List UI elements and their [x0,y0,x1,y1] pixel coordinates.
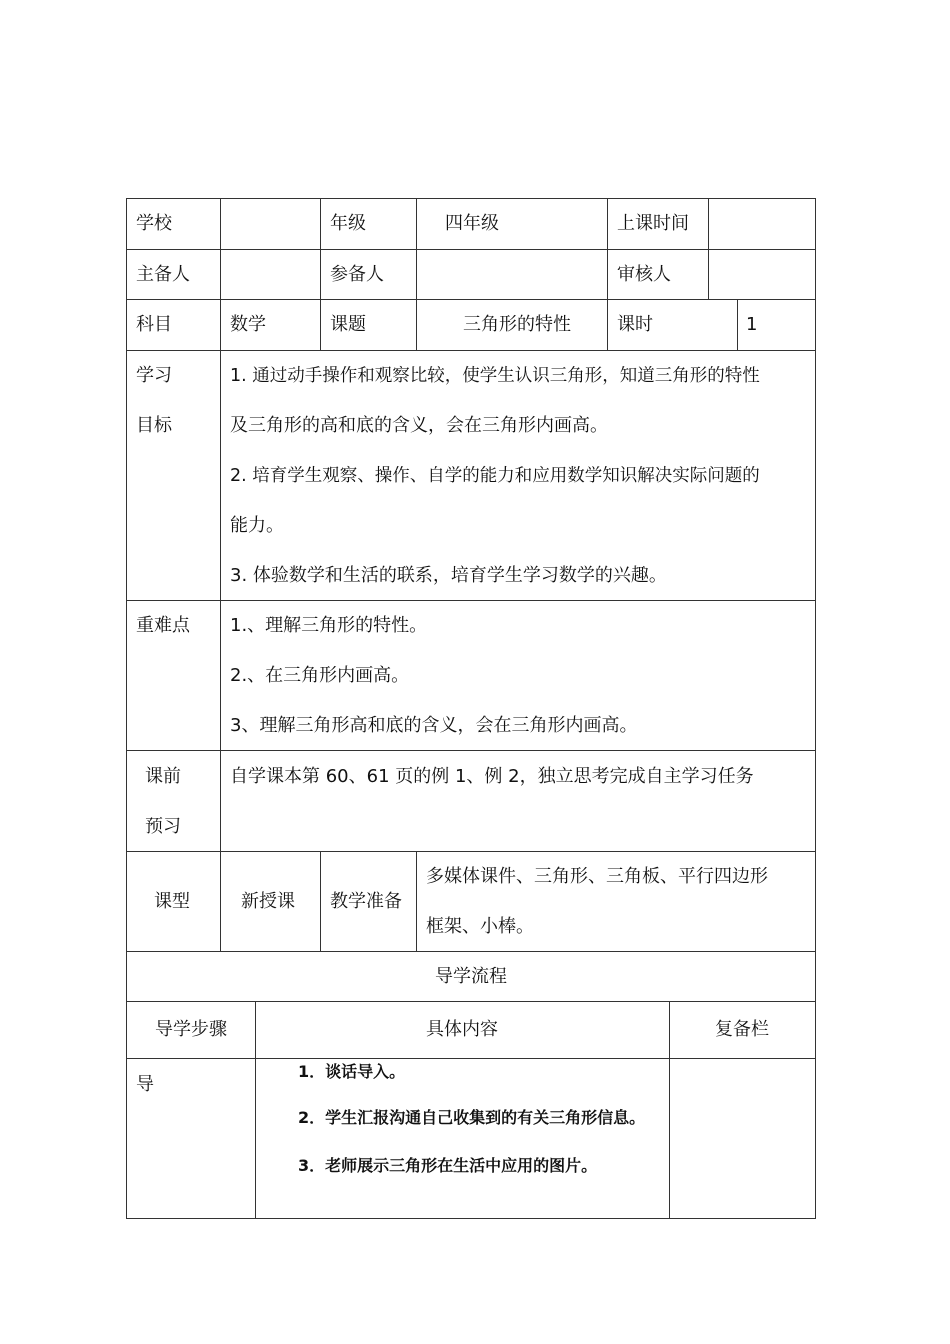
row-divider [126,600,816,601]
objectives-label-line1: 学习 [136,365,172,386]
key-point-line: 1.、理解三角形的特性。 [230,615,428,636]
preview-label-line1: 课前 [145,766,181,787]
subject-label: 科目 [136,314,172,335]
grade-label: 年级 [330,213,366,234]
class-time-label: 上课时间 [617,213,689,234]
objective-line: 及三角形的高和底的含义，会在三角形内画高。 [230,415,608,436]
topic-value: 三角形的特性 [463,314,571,335]
col-divider [320,198,321,350]
row-divider [126,851,816,852]
lesson-type-value: 新授课 [241,891,295,912]
col-divider [416,851,417,951]
col-divider [320,851,321,951]
periods-value: 1 [746,314,758,335]
preview-label-line2: 预习 [145,816,181,837]
table-border-bottom [126,1218,816,1219]
objective-line: 1. 通过动手操作和观察比较，使学生认识三角形，知道三角形的特性 [230,366,760,386]
col-divider [708,198,709,300]
row-divider [126,1001,816,1002]
reviewer-label: 审核人 [617,264,671,285]
row-divider [126,299,816,300]
col-header-notes: 复备栏 [715,1019,769,1040]
row-divider [126,1058,816,1059]
row-divider [126,750,816,751]
table-border-top [126,198,816,199]
flow-item: 3．老师展示三角形在生活中应用的图片。 [298,1156,598,1175]
flow-title: 导学流程 [435,966,507,987]
flow-item: 2．学生汇报沟通自己收集到的有关三角形信息。 [298,1108,646,1127]
table-border-left [126,198,127,1219]
grade-value: 四年级 [445,213,499,234]
teaching-prep-line: 多媒体课件、三角形、三角板、平行四边形 [426,866,768,887]
col-divider [416,198,417,350]
objective-line: 3. 体验数学和生活的联系，培育学生学习数学的兴趣。 [230,565,667,586]
row-divider [126,350,816,351]
periods-label: 课时 [617,314,653,335]
table-border-right [815,198,816,1219]
teaching-prep-label: 教学准备 [330,891,402,912]
col-divider [607,198,608,350]
objective-line: 2. 培育学生观察、操作、自学的能力和应用数学知识解决实际问题的 [230,466,760,486]
co-preparer-label: 参备人 [330,264,384,285]
col-divider [220,851,221,951]
row-divider [126,249,816,250]
col-header-step: 导学步骤 [155,1019,227,1040]
objective-line: 能力。 [230,515,284,536]
subject-value: 数学 [230,314,266,335]
topic-label: 课题 [330,314,366,335]
row-divider [126,951,816,952]
flow-item: 1．谈话导入。 [298,1062,406,1081]
key-point-line: 2.、在三角形内画高。 [230,665,410,686]
teaching-prep-line: 框架、小棒。 [426,916,534,937]
col-divider [737,299,738,350]
school-label: 学校 [136,213,172,234]
key-points-label: 重难点 [136,615,190,636]
lesson-type-label: 课型 [154,891,190,912]
lead-preparer-label: 主备人 [136,264,190,285]
key-point-line: 3、理解三角形高和底的含义，会在三角形内画高。 [230,715,638,736]
preview-text: 自学课本第 60、61 页的例 1、例 2，独立思考完成自主学习任务 [230,766,754,787]
col-divider [220,198,221,851]
objectives-label-line2: 目标 [136,415,172,436]
col-header-content: 具体内容 [426,1019,498,1040]
flow-step: 导 [136,1074,154,1095]
